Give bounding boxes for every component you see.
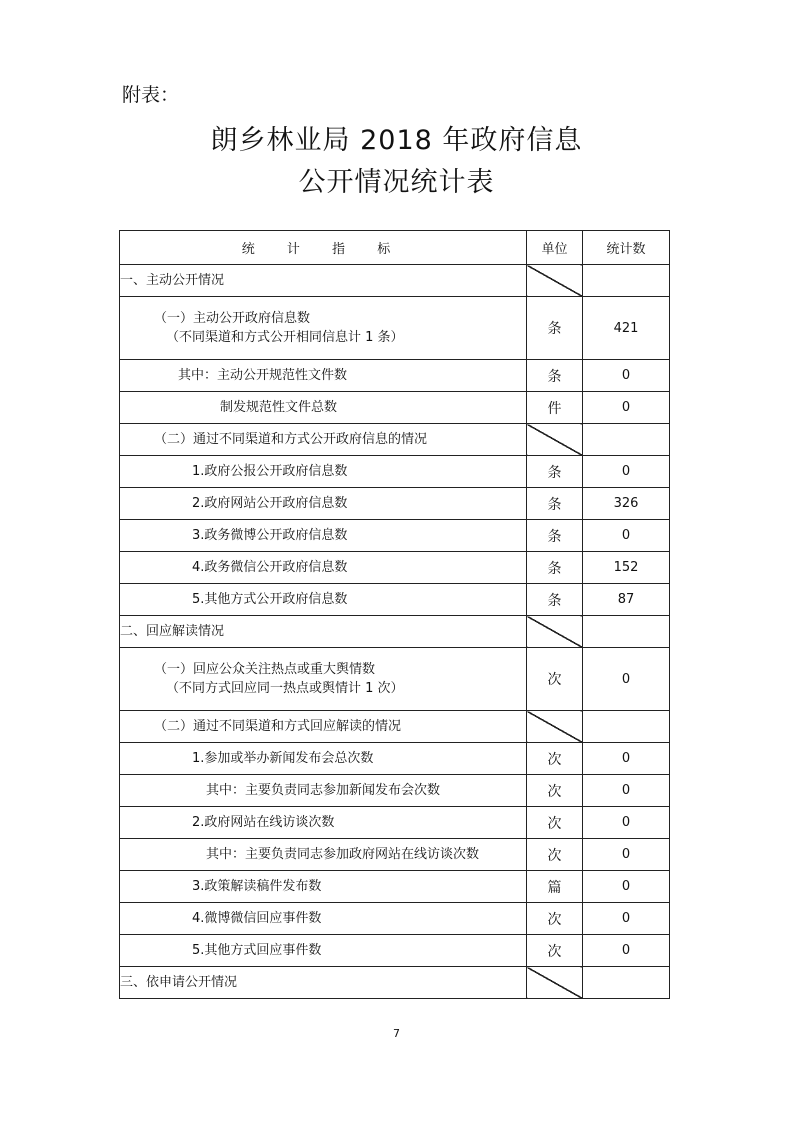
- table-header-row: [120, 231, 670, 265]
- row-value: 87: [583, 584, 670, 616]
- row-value: 0: [583, 392, 670, 424]
- table-row: [120, 424, 670, 456]
- row-value: 0: [583, 903, 670, 935]
- row-unit-empty: [527, 424, 583, 456]
- row-value: [583, 424, 670, 456]
- header-count: 统计数: [583, 231, 670, 265]
- table-row: [120, 775, 670, 807]
- row-label: 3.政策解读稿件发布数: [120, 871, 527, 903]
- row-unit-empty: [527, 265, 583, 297]
- row-value: 0: [583, 743, 670, 775]
- table-row: [120, 616, 670, 648]
- row-label: 4.微博微信回应事件数: [120, 903, 527, 935]
- row-value: 326: [583, 488, 670, 520]
- row-unit: 次: [527, 775, 583, 807]
- table-row: [120, 967, 670, 999]
- row-label: [120, 297, 527, 360]
- row-value: 0: [583, 520, 670, 552]
- row-unit: 条: [527, 456, 583, 488]
- row-unit-empty: [527, 711, 583, 743]
- table-row: [120, 456, 670, 488]
- row-label: 5.其他方式公开政府信息数: [120, 584, 527, 616]
- table-row: [120, 584, 670, 616]
- page-number: 7: [393, 1027, 400, 1040]
- row-label-sub: （不同方式回应同一热点或舆情计 1 次）: [166, 681, 404, 696]
- row-unit: 件: [527, 392, 583, 424]
- row-unit: 条: [527, 584, 583, 616]
- row-label: 2.政府网站公开政府信息数: [120, 488, 527, 520]
- table-row: [120, 488, 670, 520]
- table-row: [120, 903, 670, 935]
- row-value: 0: [583, 935, 670, 967]
- row-unit: 条: [527, 552, 583, 584]
- row-unit: 次: [527, 807, 583, 839]
- row-unit: 次: [527, 935, 583, 967]
- row-value: 0: [583, 360, 670, 392]
- table-row: [120, 265, 670, 297]
- table-row: [120, 743, 670, 775]
- row-label: 4.政务微信公开政府信息数: [120, 552, 527, 584]
- table-row: [120, 552, 670, 584]
- row-label: [120, 648, 527, 711]
- row-value: 0: [583, 839, 670, 871]
- row-value: [583, 967, 670, 999]
- row-value: [583, 711, 670, 743]
- row-label: 1.政府公报公开政府信息数: [120, 456, 527, 488]
- row-label: 三、依申请公开情况: [120, 967, 527, 999]
- row-label-main: （一）回应公众关注热点或重大舆情数: [154, 662, 376, 677]
- row-label: 其中：主要负责同志参加政府网站在线访谈次数: [120, 839, 527, 871]
- attachment-label: 附表：: [122, 84, 180, 106]
- table-row: [120, 297, 670, 360]
- row-unit: 次: [527, 743, 583, 775]
- statistics-table: [119, 230, 670, 999]
- table-row: [120, 807, 670, 839]
- document-title-line1: 朗乡林业局 2018 年政府信息: [210, 125, 583, 156]
- row-label: （二）通过不同渠道和方式公开政府信息的情况: [120, 424, 527, 456]
- document-title-line2: 公开情况统计表: [298, 167, 495, 198]
- row-label: 其中：主动公开规范性文件数: [120, 360, 527, 392]
- row-value: 421: [583, 297, 670, 360]
- row-label: 其中：主要负责同志参加新闻发布会次数: [120, 775, 527, 807]
- row-value: 152: [583, 552, 670, 584]
- row-label: 1.参加或举办新闻发布会总次数: [120, 743, 527, 775]
- header-indicator: 统 计 指 标: [120, 231, 527, 265]
- table-row: [120, 839, 670, 871]
- table-row: [120, 871, 670, 903]
- row-value: 0: [583, 871, 670, 903]
- table-row: [120, 935, 670, 967]
- row-value: 0: [583, 456, 670, 488]
- row-label: 二、回应解读情况: [120, 616, 527, 648]
- row-label: 一、主动公开情况: [120, 265, 527, 297]
- row-value: 0: [583, 807, 670, 839]
- row-unit-empty: [527, 967, 583, 999]
- table-row: [120, 520, 670, 552]
- row-label: 2.政府网站在线访谈次数: [120, 807, 527, 839]
- row-value: [583, 265, 670, 297]
- row-value: 0: [583, 648, 670, 711]
- table-row: [120, 392, 670, 424]
- row-label: （二）通过不同渠道和方式回应解读的情况: [120, 711, 527, 743]
- table-row: [120, 711, 670, 743]
- row-label: 制发规范性文件总数: [120, 392, 527, 424]
- table-row: [120, 360, 670, 392]
- row-unit: 次: [527, 839, 583, 871]
- row-value: 0: [583, 775, 670, 807]
- row-unit: 篇: [527, 871, 583, 903]
- row-unit-empty: [527, 616, 583, 648]
- row-label: 3.政务微博公开政府信息数: [120, 520, 527, 552]
- row-unit: 次: [527, 648, 583, 711]
- row-unit: 条: [527, 360, 583, 392]
- row-unit: 条: [527, 488, 583, 520]
- header-unit: 单位: [527, 231, 583, 265]
- row-label-main: （一）主动公开政府信息数: [154, 311, 311, 326]
- table-row: [120, 648, 670, 711]
- row-value: [583, 616, 670, 648]
- row-unit: 次: [527, 903, 583, 935]
- row-label: 5.其他方式回应事件数: [120, 935, 527, 967]
- row-unit: 条: [527, 297, 583, 360]
- row-label-sub: （不同渠道和方式公开相同信息计 1 条）: [166, 330, 404, 345]
- row-unit: 条: [527, 520, 583, 552]
